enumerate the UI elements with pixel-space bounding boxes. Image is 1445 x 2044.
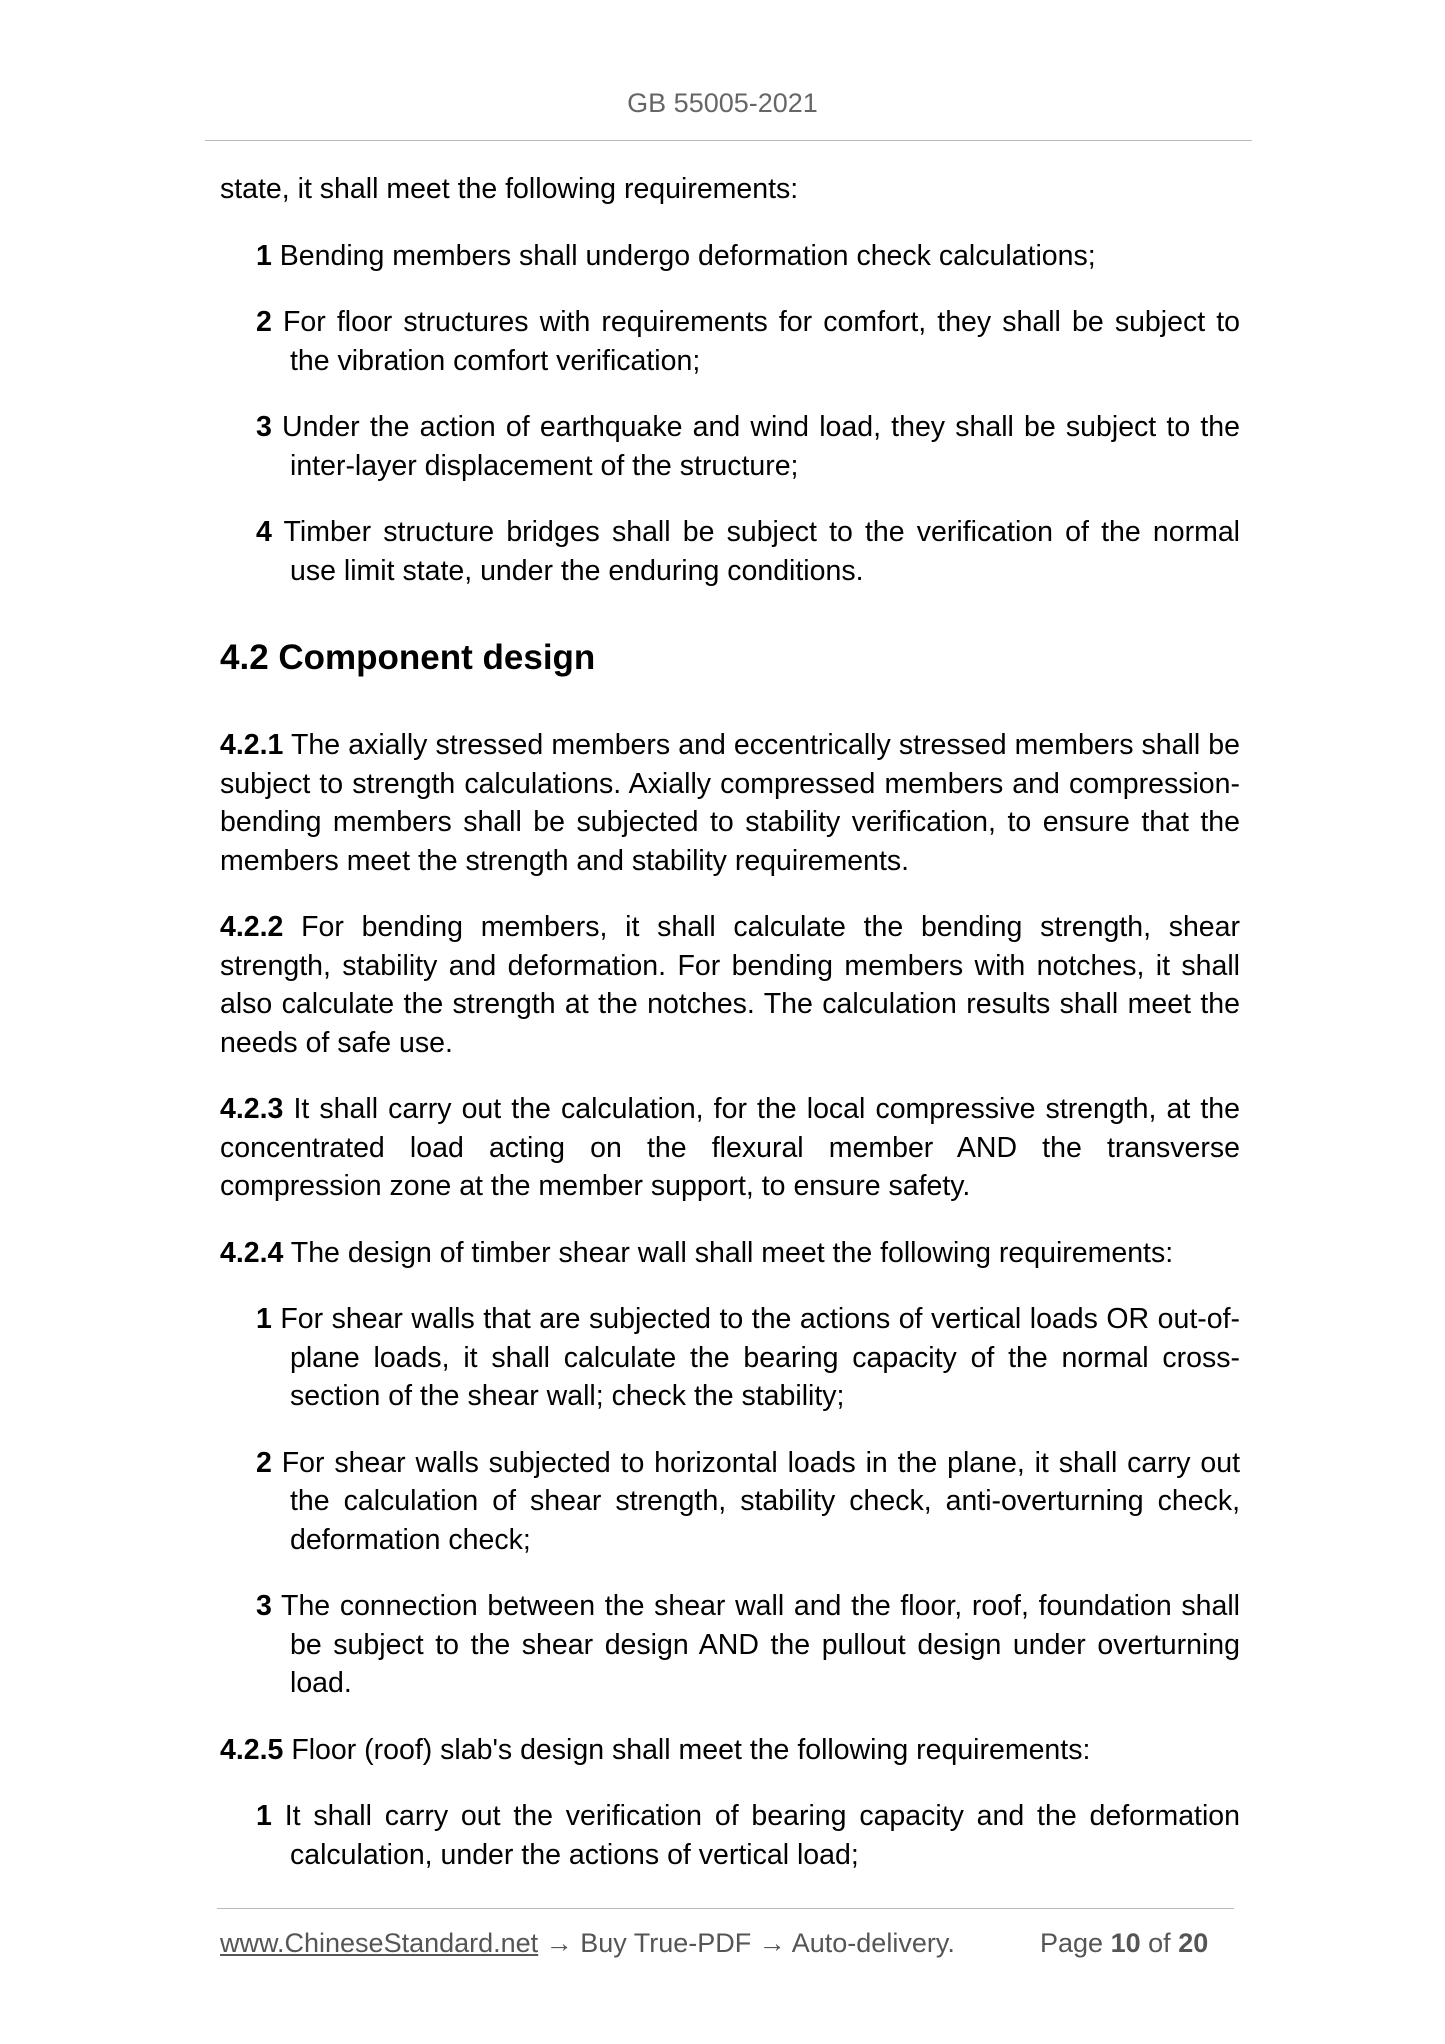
- clause-number: 4.2.2: [220, 911, 284, 943]
- list-item-number: 2: [256, 306, 272, 338]
- list-item-number: 3: [256, 411, 272, 443]
- section-heading: 4.2 Component design: [220, 638, 596, 677]
- clause-text: Floor (roof) slab's design shall meet the following requirements:: [291, 1733, 1091, 1766]
- list-item-number: 3: [256, 1590, 272, 1622]
- list-item-text: For shear walls subjected to horizontal loads in the plane, it shall carry out the calculation of shear strength, stability check, anti-overturning check, deformation check;: [281, 1446, 1240, 1556]
- list-item-number: 1: [256, 1800, 272, 1832]
- list-item-number: 4: [256, 516, 272, 548]
- list-item: [256, 408, 1240, 485]
- list-item-text: Timber structure bridges shall be subject to the verification of the normal use limit state, under the enduring conditions.: [283, 516, 1240, 587]
- clause-text: The axially stressed members and eccentrically stressed members shall be subject to strength calculations. Axially compressed members and compression-bending members shall be subjected to stability verification, to ensure that the members meet the strength and stability requirements.: [220, 729, 1240, 877]
- clause-4-2-1: [220, 726, 1240, 880]
- list-item: [256, 237, 1240, 276]
- clause-number: 4.2.1: [220, 729, 284, 761]
- clause-number: 4.2.3: [220, 1093, 284, 1125]
- list-item-text: For floor structures with requirements for comfort, they shall be subject to the vibration comfort verification;: [282, 306, 1240, 377]
- website-link[interactable]: www.ChineseStandard.net: [220, 1928, 539, 1958]
- footer-divider: [217, 1908, 1234, 1909]
- list-item-text: Under the action of earthquake and wind load, they shall be subject to the inter-layer displacement of the structure;: [282, 411, 1240, 482]
- list-item-text: For shear walls that are subjected to the actions of vertical loads OR out-of-plane loads, it shall calculate the bearing capacity of the normal cross-section of the shear wall; check the stability;: [280, 1303, 1240, 1412]
- page-total: 20: [1178, 1928, 1209, 1958]
- clause-number: 4.2.5: [220, 1733, 284, 1766]
- list-item-number: 1: [256, 239, 272, 272]
- list-item: [256, 1444, 1240, 1560]
- promo-text: → Buy True-PDF → Auto-delivery.: [545, 1928, 955, 1958]
- list-item: [256, 513, 1240, 590]
- list-item: [256, 1587, 1240, 1703]
- continuation-paragraph: state, it shall meet the following requirements:: [220, 173, 799, 205]
- header-divider: [205, 140, 1252, 141]
- page-header-title: GB 55005-2021: [627, 88, 818, 118]
- clause-number: 4.2.4: [220, 1236, 284, 1269]
- list-item: [256, 303, 1240, 380]
- clause-text: The design of timber shear wall shall meet the following requirements:: [290, 1236, 1174, 1269]
- footer-promo: [220, 1928, 955, 1959]
- list-item: [256, 1300, 1240, 1416]
- clause-4-2-4: [220, 1234, 1240, 1273]
- list-item-text: The connection between the shear wall and the floor, roof, foundation shall be subject to the shear design AND the pullout design under overturning load.: [281, 1590, 1240, 1699]
- of-label: of: [1148, 1928, 1171, 1958]
- list-item-number: 2: [256, 1446, 272, 1479]
- clause-text: For bending members, it shall calculate the bending strength, shear strength, stability and deformation. For bending members with notches, it shall also calculate the strength at the notches. The calculation results shall meet the needs of safe use.: [220, 911, 1240, 1059]
- list-item-number: 1: [256, 1303, 272, 1335]
- clause-4-2-5: [220, 1731, 1240, 1770]
- clause-4-2-3: [220, 1090, 1240, 1206]
- list-item-text: Bending members shall undergo deformation check calculations;: [279, 239, 1096, 272]
- page-number: 10: [1110, 1928, 1141, 1958]
- page-indicator: [1040, 1928, 1208, 1959]
- clause-4-2-2: [220, 908, 1240, 1062]
- list-item-text: It shall carry out the verification of bearing capacity and the deformation calculation, under the actions of vertical load;: [284, 1800, 1240, 1871]
- page-label: Page: [1040, 1928, 1104, 1958]
- list-item: [256, 1797, 1240, 1874]
- clause-text: It shall carry out the calculation, for the local compressive strength, at the concentrated load acting on the flexural member AND the transverse compression zone at the member support, to ensure safety.: [220, 1093, 1240, 1202]
- document-body: [220, 170, 1240, 1902]
